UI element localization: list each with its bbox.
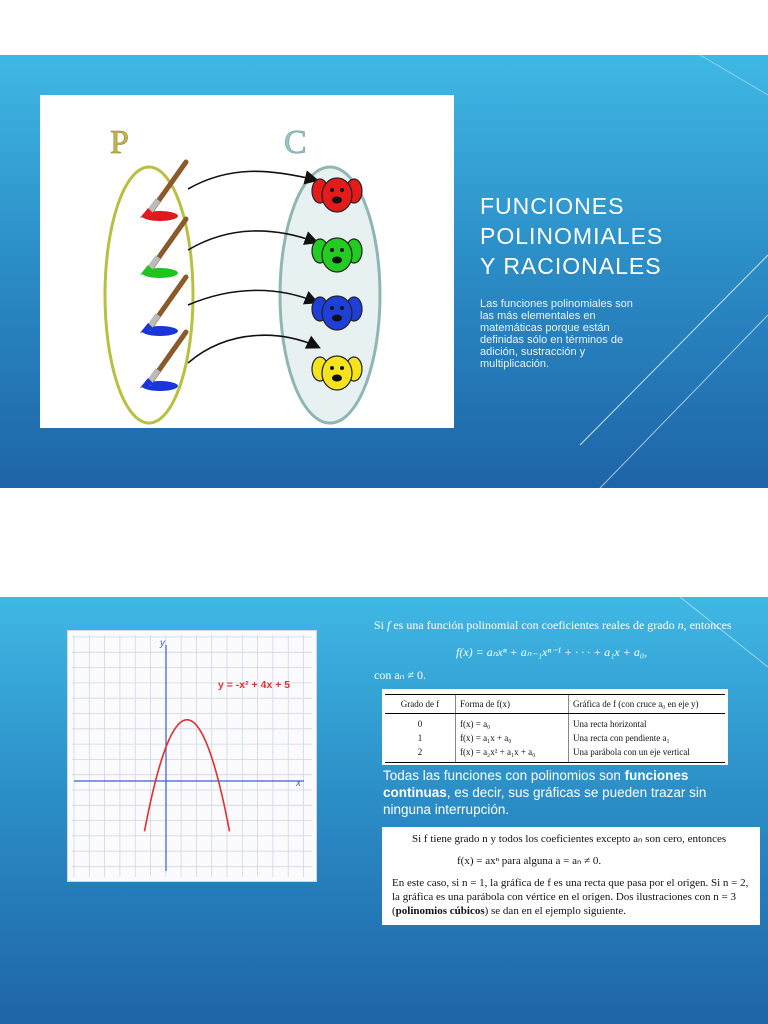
title-line: FUNCIONES <box>480 193 625 219</box>
table-row <box>385 731 725 745</box>
intro-mid: es una función polinomial con coeficientes reales de grado <box>390 618 678 632</box>
table-cell: Una parábola con un eje vertical <box>569 745 726 763</box>
intro-n: n <box>677 618 684 632</box>
table-cell: 0 <box>417 719 423 729</box>
set-c-label: C <box>284 124 307 161</box>
table-header: Forma de f(x) <box>456 695 569 714</box>
intro-f: f <box>387 618 391 632</box>
intro-suffix: , entonces <box>683 618 732 632</box>
y-axis-label: y <box>160 638 165 649</box>
table-header-row <box>385 695 725 714</box>
table-row <box>385 714 725 732</box>
equation-label: y = -x² + 4x + 5 <box>218 679 291 691</box>
slide-2 <box>0 597 768 1024</box>
coefficient-condition: con aₙ ≠ 0. <box>374 668 427 682</box>
degree-table <box>382 689 728 765</box>
polynomial-definition <box>360 610 755 680</box>
monomial-statement: Si f tiene grado n y todos los coeficientes excepto aₙ son cero, entonces <box>412 833 727 845</box>
table-header: Gráfica de f (con cruce a₀ en eje y) <box>569 695 726 714</box>
table-row <box>385 745 725 763</box>
polynomial-formula: f(x) = aₙxⁿ + aₙ₋₁xⁿ⁻¹ + · · · + a₁x + a₀, <box>456 645 648 659</box>
table-cell: f(x) = a₁x + a₀ <box>456 731 569 745</box>
intro-prefix: Si <box>374 618 388 632</box>
parabola-graph <box>67 630 317 882</box>
mapping-arrow <box>188 171 316 189</box>
monomial-explanation <box>392 876 754 918</box>
title-line: POLINOMIALES <box>480 223 664 249</box>
paragraph-bold: funciones continuas <box>383 768 689 800</box>
table-cell: f(x) = a₂x² + a₁x + a₀ <box>456 745 569 763</box>
monomial-box <box>382 827 760 925</box>
title-line: Y RACIONALES <box>480 253 662 279</box>
box-text: ) se dan en el ejemplo siguiente. <box>484 905 627 917</box>
paragraph-text: Todas las funciones con polinomios son <box>383 768 625 783</box>
table-cell: Una recta horizontal <box>569 714 726 732</box>
table-cell: f(x) = a₀ <box>456 714 569 732</box>
table-cell: 1 <box>417 733 423 743</box>
table-cell: Una recta con pendiente a₁ <box>569 731 726 745</box>
box-text-bold: polinomios cúbicos <box>395 905 485 917</box>
slide-1 <box>0 55 768 488</box>
table-cell: 2 <box>385 745 456 763</box>
function-mapping-diagram <box>40 95 454 428</box>
slide-subtitle: Las funciones polinomiales son las más elementales en matemáticas porque están definidas sólo en términos de adición, sustracción y multiplicación. <box>480 298 633 370</box>
x-axis-label: x <box>296 778 301 789</box>
monomial-formula: f(x) = axⁿ para alguna a = aₙ ≠ 0. <box>457 855 602 867</box>
slide-title <box>480 191 750 281</box>
parabola-curve <box>144 720 229 832</box>
set-p-label: P <box>110 124 129 161</box>
table-header: Grado de f <box>385 695 456 714</box>
box-text: En este caso, si n = 1, la gráfica de f es una recta que pasa por el origen. Si n = 2, la gráfica es una parábola con vértice en el origen. Dos ilustraciones con n = 3 ( <box>392 877 749 917</box>
continuity-paragraph <box>383 767 733 818</box>
paragraph-text: , es decir, sus gráficas se pueden trazar sin ninguna interrupción. <box>383 785 707 817</box>
